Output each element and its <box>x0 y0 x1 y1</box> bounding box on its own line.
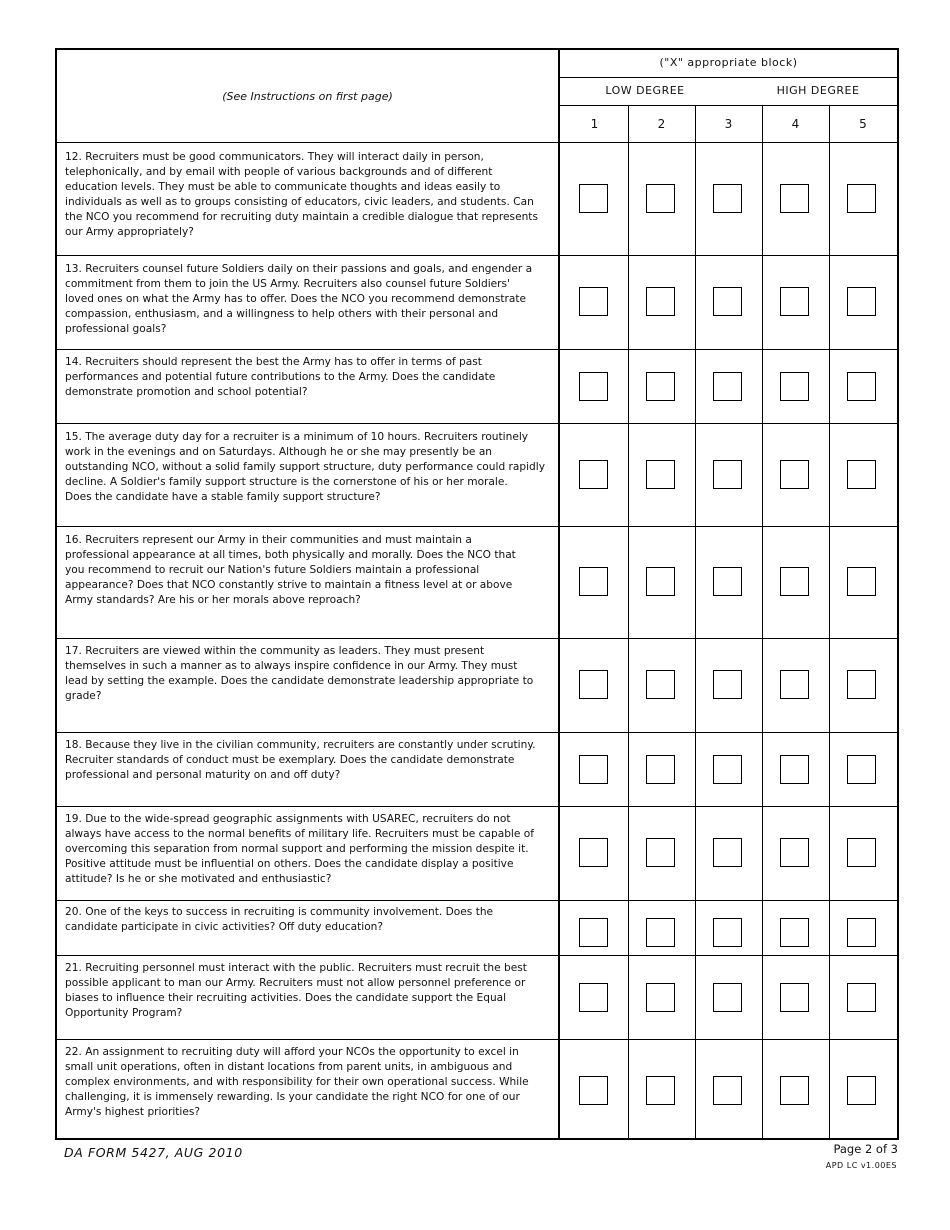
question-row-21 <box>57 955 897 1040</box>
q12-rating-3-checkbox[interactable] <box>713 184 742 213</box>
q19-rating-3-checkbox[interactable] <box>713 838 742 867</box>
q22-rating-1-checkbox[interactable] <box>579 1076 608 1105</box>
q16-rating-3-checkbox[interactable] <box>713 567 742 596</box>
q14-rating-4-checkbox[interactable] <box>780 372 809 401</box>
q14-rating-3-checkbox[interactable] <box>713 372 742 401</box>
q17-rating-5-checkbox[interactable] <box>847 670 876 699</box>
form-identifier: DA FORM 5427, AUG 2010 <box>64 1145 243 1160</box>
q16-rating-5-checkbox[interactable] <box>847 567 876 596</box>
page-number: Page 2 of 3 <box>833 1142 898 1156</box>
scale-4-label: 4 <box>791 117 800 131</box>
q14-rating-2-checkbox[interactable] <box>646 372 675 401</box>
scale-1-label: 1 <box>590 117 599 131</box>
q18-rating-1-checkbox[interactable] <box>579 755 608 784</box>
q22-rating-2-checkbox[interactable] <box>646 1076 675 1105</box>
q20-rating-1-checkbox[interactable] <box>579 918 608 947</box>
question-row-19 <box>57 806 897 901</box>
q18-rating-3-checkbox[interactable] <box>713 755 742 784</box>
mark-instruction: ("X" appropriate block) <box>659 56 798 69</box>
question-row-16 <box>57 526 897 639</box>
question-18-text: 18. Because they live in the civilian community, recruiters are constantly under scrutiny. Recruiter standards of conduct must be exemplary. Does the candidate demonstrate professional and personal maturity on and off duty? <box>65 739 536 781</box>
q20-rating-4-checkbox[interactable] <box>780 918 809 947</box>
question-row-18 <box>57 732 897 807</box>
question-19-text: 19. Due to the wide-spread geographic assignments with USAREC, recruiters do not always have access to the normal benefits of military life. Recruiters must be capable of overcoming this separation from normal support and performing the mission despite it. Positive attitude must be influential on others. Does the candidate display a positive attitude? Is he or she motivated and enthusiastic? <box>65 813 534 885</box>
question-row-14 <box>57 349 897 424</box>
q15-rating-3-checkbox[interactable] <box>713 460 742 489</box>
q15-rating-1-checkbox[interactable] <box>579 460 608 489</box>
question-16-text: 16. Recruiters represent our Army in their communities and must maintain a professional appearance at all times, both physically and morally. Does the NCO that you recommend to recruit our Nation's future Soldiers maintain a professional appearance? Does that NCO constantly strive to maintain a fitness level at or above Army standards? Are his or her morals above reproach? <box>65 534 516 606</box>
question-22-text: 22. An assignment to recruiting duty will afford your NCOs the opportunity to excel in small unit operations, often in distant locations from parent units, in ambiguous and complex environments, and with responsibility for their own operational success. While challenging, it is immensely rewarding. Is your candidate the right NCO for one of our Army's highest priorities? <box>65 1046 529 1118</box>
q14-rating-5-checkbox[interactable] <box>847 372 876 401</box>
question-15-text: 15. The average duty day for a recruiter is a minimum of 10 hours. Recruiters routinely work in the evenings and on Saturdays. Although he or she may presently be an outstanding NCO, without a solid family support structure, duty performance could rapidly decline. A Soldier's family support structure is the cornerstone of his or her morale. Does the candidate have a stable family support structure? <box>65 431 545 503</box>
q16-rating-2-checkbox[interactable] <box>646 567 675 596</box>
q12-rating-5-checkbox[interactable] <box>847 184 876 213</box>
q19-rating-5-checkbox[interactable] <box>847 838 876 867</box>
q15-rating-4-checkbox[interactable] <box>780 460 809 489</box>
q18-rating-5-checkbox[interactable] <box>847 755 876 784</box>
question-13-text: 13. Recruiters counsel future Soldiers daily on their passions and goals, and engender a commitment from them to join the US Army. Recruiters also counsel future Soldiers' loved ones on what the Army has to offer. Does the NCO you recommend demonstrate compassion, enthusiasm, and a willingness to help others with their personal and professional goals? <box>65 263 533 335</box>
q17-rating-3-checkbox[interactable] <box>713 670 742 699</box>
q19-rating-2-checkbox[interactable] <box>646 838 675 867</box>
q22-rating-3-checkbox[interactable] <box>713 1076 742 1105</box>
q13-rating-1-checkbox[interactable] <box>579 287 608 316</box>
question-row-17 <box>57 638 897 733</box>
q13-rating-4-checkbox[interactable] <box>780 287 809 316</box>
q18-rating-2-checkbox[interactable] <box>646 755 675 784</box>
q15-rating-5-checkbox[interactable] <box>847 460 876 489</box>
q22-rating-5-checkbox[interactable] <box>847 1076 876 1105</box>
question-row-13 <box>57 255 897 350</box>
q21-rating-1-checkbox[interactable] <box>579 983 608 1012</box>
question-row-15 <box>57 423 897 527</box>
scale-5-label: 5 <box>859 117 867 131</box>
evaluation-form <box>55 48 899 1140</box>
q17-rating-4-checkbox[interactable] <box>780 670 809 699</box>
q20-rating-2-checkbox[interactable] <box>646 918 675 947</box>
scale-2-label: 2 <box>657 117 666 131</box>
q13-rating-5-checkbox[interactable] <box>847 287 876 316</box>
instructions-cell <box>57 50 560 142</box>
q18-rating-4-checkbox[interactable] <box>780 755 809 784</box>
q12-rating-4-checkbox[interactable] <box>780 184 809 213</box>
q12-rating-2-checkbox[interactable] <box>646 184 675 213</box>
question-12-text: 12. Recruiters must be good communicators. They will interact daily in person, telephonically, and by email with people of various backgrounds and of different education levels. They must be able to communicate thoughts and ideas easily to individuals as well as to groups consisting of educators, civic leaders, and students. Can the NCO you recommend for recruiting duty maintain a credible dialogue that represents our Army appropriately? <box>65 151 538 238</box>
q22-rating-4-checkbox[interactable] <box>780 1076 809 1105</box>
form-version: APD LC v1.00ES <box>825 1161 897 1170</box>
question-17-text: 17. Recruiters are viewed within the community as leaders. They must present themselves in such a manner as to always inspire confidence in our Army. They must lead by setting the example. Does the candidate demonstrate leadership appropriate to grade? <box>65 645 534 702</box>
question-row-22 <box>57 1039 897 1141</box>
question-row-12 <box>57 142 897 256</box>
q17-rating-2-checkbox[interactable] <box>646 670 675 699</box>
q21-rating-4-checkbox[interactable] <box>780 983 809 1012</box>
instructions-note: (See Instructions on first page) <box>222 89 393 103</box>
question-21-text: 21. Recruiting personnel must interact with the public. Recruiters must recruit the best possible applicant to man our Army. Recruiters must not allow personnel preference or biases to influence their recruiting activities. Does the candidate support the Equal Opportunity Program? <box>65 962 527 1019</box>
q12-rating-1-checkbox[interactable] <box>579 184 608 213</box>
q16-rating-4-checkbox[interactable] <box>780 567 809 596</box>
q19-rating-4-checkbox[interactable] <box>780 838 809 867</box>
q17-rating-1-checkbox[interactable] <box>579 670 608 699</box>
q20-rating-5-checkbox[interactable] <box>847 918 876 947</box>
q16-rating-1-checkbox[interactable] <box>579 567 608 596</box>
q19-rating-1-checkbox[interactable] <box>579 838 608 867</box>
q21-rating-3-checkbox[interactable] <box>713 983 742 1012</box>
q13-rating-2-checkbox[interactable] <box>646 287 675 316</box>
question-20-text: 20. One of the keys to success in recruiting is community involvement. Does the candidate participate in civic activities? Off duty education? <box>65 906 494 933</box>
q21-rating-5-checkbox[interactable] <box>847 983 876 1012</box>
q20-rating-3-checkbox[interactable] <box>713 918 742 947</box>
question-14-text: 14. Recruiters should represent the best the Army has to offer in terms of past performances and potential future contributions to the Army. Does the candidate demonstrate promotion and school potential? <box>65 356 496 398</box>
low-degree-label: LOW DEGREE <box>605 84 685 97</box>
high-degree-label: HIGH DEGREE <box>776 84 860 97</box>
header-divider <box>560 77 897 78</box>
question-row-20 <box>57 900 897 956</box>
q13-rating-3-checkbox[interactable] <box>713 287 742 316</box>
q21-rating-2-checkbox[interactable] <box>646 983 675 1012</box>
q14-rating-1-checkbox[interactable] <box>579 372 608 401</box>
scale-3-label: 3 <box>724 117 733 131</box>
q15-rating-2-checkbox[interactable] <box>646 460 675 489</box>
